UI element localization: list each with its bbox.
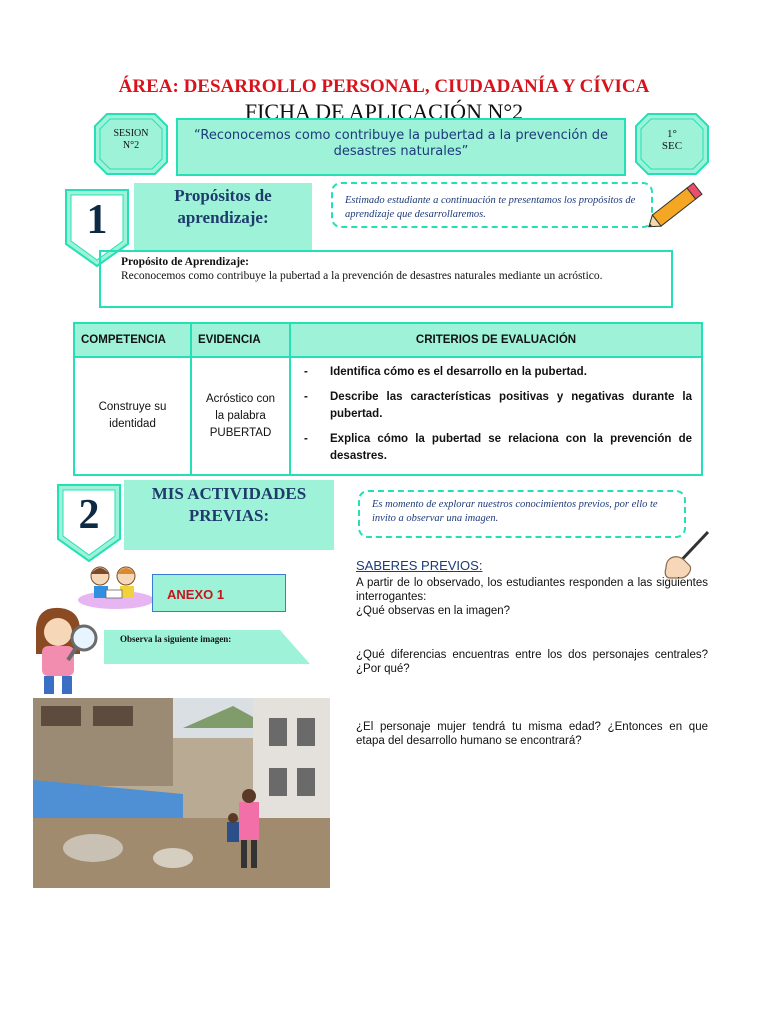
header-competencia: COMPETENCIA [74, 323, 191, 357]
detective-girl-icon [30, 604, 100, 698]
section-2-note: Es momento de explorar nuestros conocimientos previos, por ello te invito a observar una imagen. [358, 490, 686, 538]
purpose-box [99, 250, 673, 308]
landslide-photo [33, 698, 330, 888]
grade-label: 1° [667, 128, 677, 140]
section-1-title: Propósitos de aprendizaje: [134, 183, 312, 251]
area-title: ÁREA: DESARROLLO PERSONAL, CIUDADANÍA Y CÍVICA [118, 76, 650, 97]
grade-badge [634, 112, 710, 176]
purpose-text: Reconocemos como contribuye la pubertad a la prevención de desastres naturales mediante un acróstico. [121, 270, 603, 282]
question-3: ¿El personaje mujer tendrá tu misma edad? ¿Entonces en que etapa del desarrollo humano se encontrará? [356, 721, 708, 747]
criterio-item: - Identifica cómo es el desarrollo en la pubertad. [304, 364, 692, 381]
evidencia-cell: Acróstico con la palabra PUBERTAD [191, 357, 290, 475]
section-2-title: MIS ACTIVIDADES PREVIAS: [124, 480, 334, 550]
section-number-2 [56, 483, 122, 563]
session-title-banner: “Reconocemos como contribuye la pubertad a la prevención de desastres naturales” [176, 118, 626, 176]
question-1: ¿Qué observas en la imagen? [356, 605, 511, 617]
observa-text: Observa la siguiente imagen: [120, 634, 232, 644]
writing-hand-icon [660, 528, 712, 582]
section-number-2-text: 2 [78, 492, 100, 538]
grade-level: SEC [661, 140, 683, 152]
observa-banner [104, 630, 310, 664]
header-evidencia: EVIDENCIA [191, 323, 290, 357]
saberes-intro: A partir de lo observado, los estudiantes responden a las siguientes interrogantes: [356, 577, 708, 603]
criteria-table [73, 322, 703, 476]
anexo-label: ANEXO 1 [152, 574, 286, 612]
kids-reading-icon [74, 562, 156, 610]
purpose-label: Propósito de Aprendizaje: [121, 256, 249, 268]
criterio-item: - Explica cómo la pubertad se relaciona con la prevención de desastres. [304, 431, 692, 465]
section-number-1-text: 1 [86, 197, 108, 243]
session-label: SESION [113, 128, 149, 139]
section-1-note: Estimado estudiante a continuación te presentamos los propósitos de aprendizaje que desarrollaremos. [331, 182, 653, 228]
ficha-title: FICHA DE APLICACIÓN N°2 [244, 99, 524, 118]
question-2: ¿Qué diferencias encuentras entre los dos personajes centrales? ¿Por qué? [356, 649, 708, 675]
criterio-item: - Describe las características positivas y negativas durante la pubertad. [304, 389, 692, 423]
session-number: N°2 [122, 140, 140, 151]
header-criterios: CRITERIOS DE EVALUACIÓN [290, 323, 702, 357]
pencil-icon [642, 176, 712, 236]
saberes-title: SABERES PREVIOS: [356, 558, 483, 573]
criterios-cell [290, 357, 702, 475]
competencia-cell: Construye su identidad [74, 357, 191, 475]
session-badge [93, 112, 169, 176]
